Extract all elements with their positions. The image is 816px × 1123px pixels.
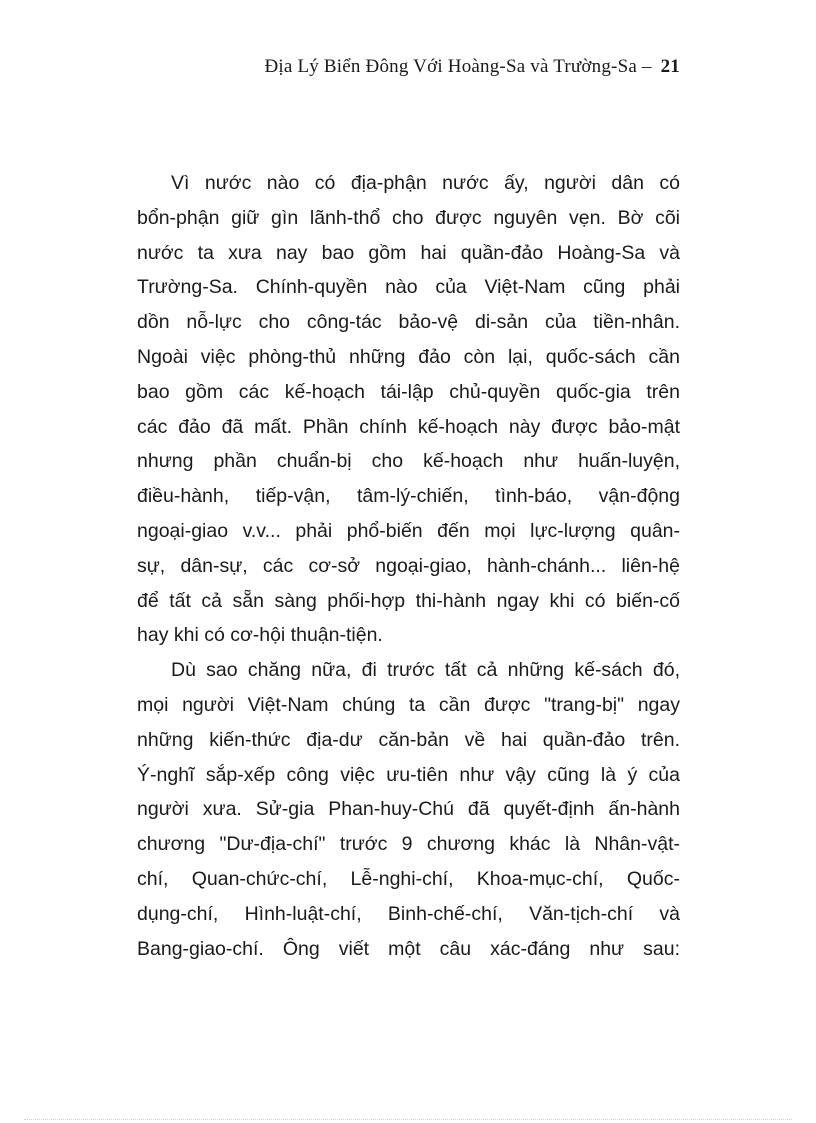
text-line: Vì nước nào có địa-phận nước ấy, người dân có (171, 172, 680, 194)
text-line: nước ta xưa nay bao gồm hai quần-đảo Hoàng-Sa và (137, 241, 680, 264)
text-line: bổn-phận giữ gìn lãnh-thổ cho được nguyên vẹn. Bờ cõi (137, 206, 680, 229)
running-title: Địa Lý Biển Đông Với Hoàng-Sa và Trường-Sa – (264, 56, 652, 77)
text-line: Bang-giao-chí. Ông viết một câu xác-đáng như sau: (137, 937, 680, 960)
page-header (264, 56, 680, 78)
text-line: các đảo đã mất. Phần chính kế-hoạch này được bảo-mật (137, 415, 680, 438)
text-line: chương "Dư-địa-chí" trước 9 chương khác là Nhân-vật- (137, 833, 680, 856)
text-line: điều-hành, tiếp-vận, tâm-lý-chiến, tình-báo, vận-động (137, 485, 680, 508)
text-line: dụng-chí, Hình-luật-chí, Binh-chế-chí, Văn-tịch-chí và (137, 902, 680, 925)
text-line: để tất cả sẵn sàng phối-hợp thi-hành ngay khi có biến-cố (137, 589, 680, 612)
text-line: hay khi có cơ-hội thuận-tiện. (137, 624, 383, 647)
text-line: Ngoài việc phòng-thủ những đảo còn lại, quốc-sách cần (137, 345, 680, 368)
paragraph-2 (137, 653, 680, 966)
text-line: bao gồm các kế-hoạch tái-lập chủ-quyền quốc-gia trên (137, 380, 680, 403)
text-line: Dù sao chăng nữa, đi trước tất cả những kế-sách đó, (171, 659, 680, 682)
page-number: 21 (660, 56, 680, 77)
text-line: những kiến-thức địa-dư căn-bản về hai quần-đảo trên. (137, 728, 680, 751)
text-line: sự, dân-sự, các cơ-sở ngoại-giao, hành-chánh... liên-hệ (137, 554, 680, 577)
body-text (137, 166, 680, 966)
paragraph-1 (137, 166, 680, 653)
text-line: ngoại-giao v.v... phải phổ-biến đến mọi lực-lượng quân- (137, 519, 680, 542)
text-line: nhưng phần chuẩn-bị cho kế-hoạch như huấn-luyện, (137, 450, 680, 473)
text-line: mọi người Việt-Nam chúng ta cần được "trang-bị" ngay (137, 693, 680, 716)
text-line: Ý-nghĩ sắp-xếp công việc ưu-tiên như vậy cũng là ý của (137, 763, 680, 786)
text-line: chí, Quan-chức-chí, Lễ-nghi-chí, Khoa-mục-chí, Quốc- (137, 867, 680, 890)
text-line: dồn nỗ-lực cho công-tác bảo-vệ di-sản của tiền-nhân. (137, 311, 680, 334)
page-bottom-divider (24, 1119, 792, 1120)
text-line: Trường-Sa. Chính-quyền nào của Việt-Nam cũng phải (137, 276, 680, 299)
text-line: người xưa. Sử-gia Phan-huy-Chú đã quyết-định ấn-hành (137, 798, 680, 821)
